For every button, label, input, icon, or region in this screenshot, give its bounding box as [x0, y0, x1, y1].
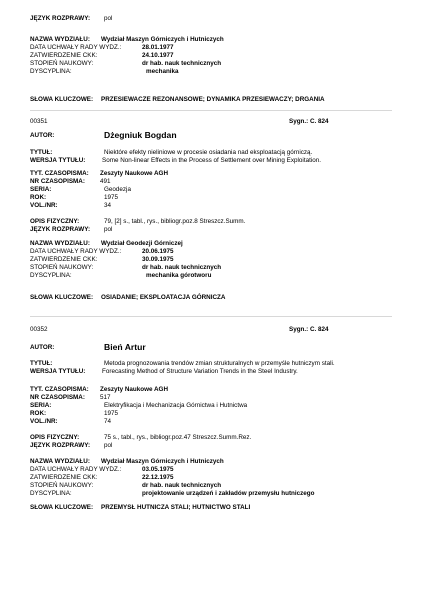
volume-value: 34 [104, 202, 112, 209]
keywords-value: PRZEMYSŁ HUTNICZA STALI; HUTNICTWO STALI [101, 504, 251, 511]
language-value: pol [104, 226, 113, 233]
title-value: Niektóre efekty nieliniowe w procesie osiadania nad eksploatacją górniczą. [104, 149, 313, 156]
resolution-date-label: DATA UCHWAŁY RADY WYDZ.: [30, 44, 122, 51]
title-version-value: Forecasting Method of Structure Variation Trends in the Steel Industry. [102, 368, 298, 375]
degree-value: dr hab. nauk technicznych [142, 264, 222, 271]
faculty-label: NAZWA WYDZIAŁU: [30, 36, 90, 43]
author-label: AUTOR: [30, 344, 55, 351]
journal-number-value: 517 [100, 394, 111, 401]
keywords-label: SŁOWA KLUCZOWE: [30, 96, 94, 103]
keywords-label: SŁOWA KLUCZOWE: [30, 504, 94, 511]
resolution-date-label: DATA UCHWAŁY RADY WYDZ.: [30, 248, 122, 255]
faculty-value: Wydział Maszyn Górniczych i Hutniczych [101, 458, 224, 465]
series-label: SERIA: [30, 402, 52, 409]
faculty-value: Wydział Geodezji Górniczej [101, 240, 183, 247]
journal-label: TYT. CZASOPISMA: [30, 170, 89, 177]
physical-description-value: 75 s., tabl., rys., bibliogr.poz.47 Streszcz.Summ.Rez. [104, 434, 252, 441]
journal-label: TYT. CZASOPISMA: [30, 386, 89, 393]
keywords-value: PRZESIEWACZE REZONANSOWE; DYNAMIKA PRZESIEWACZY; DRGANIA [101, 96, 325, 103]
resolution-date-value: 20.06.1975 [142, 248, 174, 255]
series-value: Geodezja [104, 186, 131, 193]
author-name: Bień Artur [104, 342, 146, 352]
language-value: pol [104, 15, 113, 22]
physical-description-value: 79, [2] s., tabl., rys., bibliogr.poz.8 Streszcz.Summ. [104, 218, 246, 225]
discipline-label: DYSCYPLINA: [30, 490, 72, 497]
approval-value: 22.12.1975 [142, 474, 174, 481]
discipline-label: DYSCYPLINA: [30, 272, 72, 279]
discipline-value: projektowanie urządzeń i zakładów przemysłu hutniczego [142, 490, 315, 497]
title-version-label: WERSJA TYTUŁU: [30, 157, 86, 164]
degree-label: STOPIEŃ NAUKOWY: [30, 264, 94, 271]
resolution-date-value: 28.01.1977 [142, 44, 174, 51]
year-label: ROK: [30, 410, 47, 417]
call-number: Sygn.: C. 824 [289, 326, 329, 333]
divider [30, 110, 392, 111]
journal-value: Zeszyty Naukowe AGH [100, 170, 169, 177]
discipline-value: mechanika górotworu [146, 272, 212, 279]
degree-value: dr hab. nauk technicznych [142, 60, 222, 67]
faculty-value: Wydział Maszyn Górniczych i Hutniczych [101, 36, 224, 43]
language-label: JĘZYK ROZPRAWY: [30, 15, 91, 22]
journal-value: Zeszyty Naukowe AGH [100, 386, 169, 393]
series-value: Elektryfikacja i Mechanizacja Górnictwa i Hutnictwa [104, 402, 248, 409]
faculty-label: NAZWA WYDZIAŁU: [30, 240, 90, 247]
series-label: SERIA: [30, 186, 52, 193]
divider [30, 316, 392, 317]
physical-description-label: OPIS FIZYCZNY: [30, 218, 80, 225]
volume-label: VOL./NR: [30, 418, 58, 425]
language-value: pol [104, 442, 113, 449]
approval-label: ZATWIERDZENIE CKK: [30, 52, 98, 59]
degree-label: STOPIEŃ NAUKOWY: [30, 60, 94, 67]
approval-label: ZATWIERDZENIE CKK: [30, 256, 98, 263]
record-id: 00352 [30, 326, 48, 333]
faculty-label: NAZWA WYDZIAŁU: [30, 458, 90, 465]
volume-value: 74 [104, 418, 112, 425]
year-value: 1975 [104, 410, 119, 417]
title-version-label: WERSJA TYTUŁU: [30, 368, 86, 375]
journal-number-label: NR CZASOPISMA: [30, 394, 85, 401]
title-label: TYTUŁ: [30, 360, 53, 367]
physical-description-label: OPIS FIZYCZNY: [30, 434, 80, 441]
language-label: JĘZYK ROZPRAWY: [30, 442, 91, 449]
degree-value: dr hab. nauk technicznych [142, 482, 222, 489]
author-label: AUTOR: [30, 132, 55, 139]
year-value: 1975 [104, 194, 119, 201]
year-label: ROK: [30, 194, 47, 201]
discipline-value: mechanika [146, 68, 179, 75]
volume-label: VOL./NR: [30, 202, 58, 209]
discipline-label: DYSCYPLINA: [30, 68, 72, 75]
language-label: JĘZYK ROZPRAWY: [30, 226, 91, 233]
degree-label: STOPIEŃ NAUKOWY: [30, 482, 94, 489]
call-number: Sygn.: C. 824 [289, 118, 329, 125]
approval-label: ZATWIERDZENIE CKK: [30, 474, 98, 481]
resolution-date-value: 03.05.1975 [142, 466, 174, 473]
approval-value: 24.10.1977 [142, 52, 174, 59]
record-id: 00351 [30, 118, 48, 125]
author-name: Dżegniuk Bogdan [104, 130, 177, 140]
keywords-label: SŁOWA KLUCZOWE: [30, 294, 94, 301]
journal-number-value: 491 [100, 178, 111, 185]
approval-value: 30.09.1975 [142, 256, 174, 263]
title-value: Metoda prognozowania trendów zmian strukturalnych w przemyśle hutniczym stali. [104, 360, 335, 367]
title-version-value: Some Non-linear Effects in the Process of Settlement over Mining Exploitation. [102, 157, 321, 164]
resolution-date-label: DATA UCHWAŁY RADY WYDZ.: [30, 466, 122, 473]
keywords-value: OSIADANIE; EKSPLOATACJA GÓRNICZA [101, 294, 226, 301]
title-label: TYTUŁ: [30, 149, 53, 156]
journal-number-label: NR CZASOPISMA: [30, 178, 85, 185]
